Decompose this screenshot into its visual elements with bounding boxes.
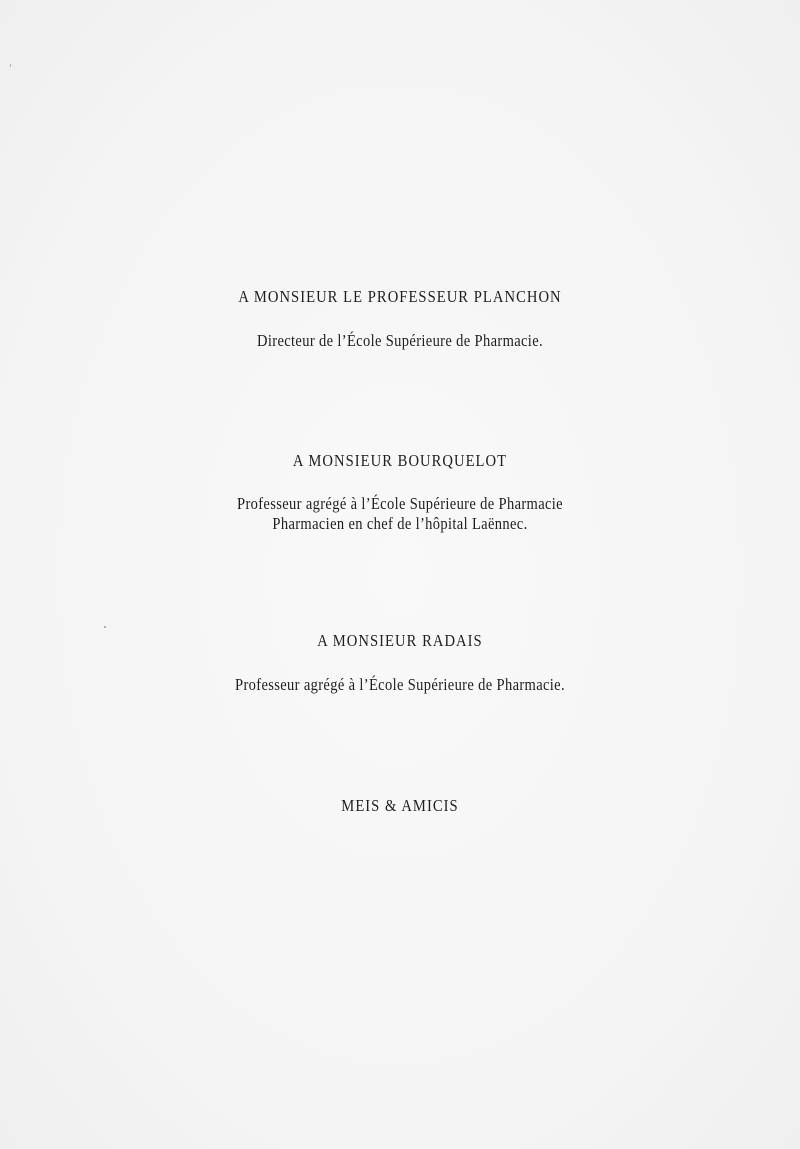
planchon-title: Directeur de l’École Supérieure de Pharmacie.	[257, 331, 543, 350]
radais-title: Professeur agrégé à l’École Supérieure de Pharmacie.	[235, 675, 565, 694]
bourquelot-title-line-2: Pharmacien en chef de l’hôpital Laënnec.	[272, 514, 528, 533]
paper-speck	[10, 64, 11, 67]
bourquelot-heading: A MONSIEUR BOURQUELOT	[292, 451, 508, 470]
bourquelot-title-line-1: Professeur agrégé à l’École Supérieure de Pharmacie	[237, 494, 563, 513]
closing-dedication: MEIS & AMICIS	[341, 796, 459, 815]
paper-speck	[104, 626, 106, 628]
planchon-heading: A MONSIEUR LE PROFESSEUR PLANCHON	[238, 287, 562, 306]
radais-heading: A MONSIEUR RADAIS	[317, 631, 483, 650]
